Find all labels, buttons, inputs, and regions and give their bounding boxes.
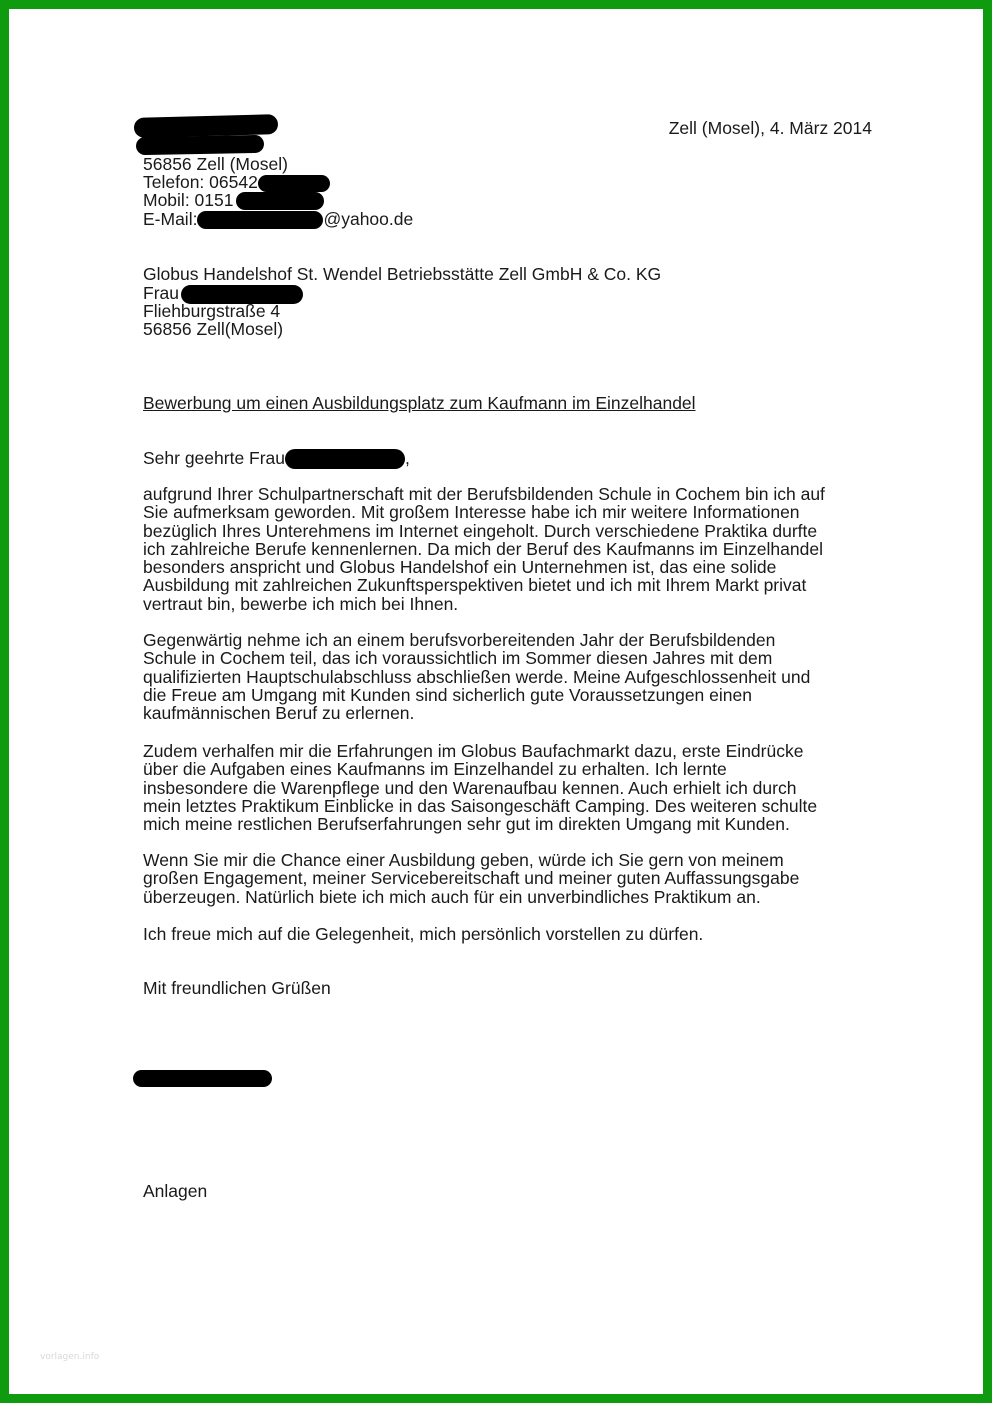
email-redaction: [197, 211, 323, 229]
body-paragraph: Wenn Sie mir die Chance einer Ausbildung geben, würde ich Sie gern von meinem großen Engagement, meiner Servicebereitschaft und meiner guten Auffassungsgabe überzeugen. Natürlich biete ich mich auch für ein unverbindliches Praktikum an.: [143, 850, 800, 907]
body-paragraph: Zudem verhalfen mir die Erfahrungen im Globus Baufachmarkt dazu, erste Eindrücke über die Aufgaben eines Kaufmanns im Einzelhandel zu erhalten. Ich lernte insbesondere die Warenpflege und den Warenaufbau kennen. Auch erhielt ich durch mein letztes Praktikum Einblicke in das Saisongeschäft Camping. Des weiteren schulte mich meine restlichen Berufserfahrungen sehr gut im direkten Umgang mit Kunden.: [143, 741, 818, 835]
greeting: [143, 449, 410, 469]
body-paragraph: Gegenwärtig nehme ich an einem berufsvorbereitenden Jahr der Berufsbildenden Schule in Cochem teil, das ich voraussichtlich im Sommer diesen Jahres mit dem qualifizierten Hauptschulabschluss abschließen werde. Meine Aufgeschlossenheit und die Freue am Umgang mit Kunden sind sicherlich gute Voraussetzungen einen kaufmännischen Beruf zu erlernen.: [143, 630, 811, 724]
sender-mobile: [143, 191, 324, 210]
date-line: Zell (Mosel), 4. März 2014: [668, 118, 872, 138]
greeting-prefix: Sehr geehrte Frau: [143, 448, 286, 468]
phone-redaction: [258, 175, 330, 192]
recipient-company: Globus Handelshof St. Wendel Betriebsstätte Zell GmbH & Co. KG: [143, 264, 662, 284]
sender-street-redaction: [136, 135, 264, 155]
sender-email: [143, 210, 413, 229]
body-paragraph: Ich freue mich auf die Gelegenheit, mich persönlich vorstellen zu dürfen.: [143, 924, 704, 944]
greeting-comma: ,: [405, 448, 410, 468]
greeting-name-redaction: [285, 449, 405, 469]
sender-email-label: E-Mail:: [143, 209, 198, 229]
mobile-redaction: [236, 192, 324, 210]
watermark: vorlagen.info: [40, 1352, 100, 1362]
recipient-city: 56856 Zell(Mosel): [143, 319, 284, 339]
sender-phone-label: Telefon: 06542: [143, 172, 258, 192]
recipient-salutation: Frau: [143, 283, 179, 303]
closing: Mit freundlichen Grüßen: [143, 978, 331, 998]
letter-subject: Bewerbung um einen Ausbildungsplatz zum Kaufmann im Einzelhandel: [143, 393, 696, 413]
sender-city: 56856 Zell (Mosel): [143, 154, 288, 174]
attachments-label: Anlagen: [143, 1181, 208, 1201]
sender-mobile-label: Mobil: 0151: [143, 190, 234, 210]
sender-email-domain: @yahoo.de: [323, 209, 414, 229]
signature-redaction: [133, 1070, 272, 1087]
recipient-street: Fliehburgstraße 4: [143, 301, 281, 321]
body-paragraph: aufgrund Ihrer Schulpartnerschaft mit der Berufsbildenden Schule in Cochem bin ich auf Sie aufmerksam geworden. Mit großem Interesse habe ich mir weitere Informationen bezüglich Ihres Unterehmens im Internet eingeholt. Durch verschiedene Praktika durfte ich zahlreiche Berufe kennenlernen. Da mich der Beruf des Kaufmanns im Einzelhandel besonders anspricht und Globus Handelshof ein Unternehmen ist, das eine solide Ausbildung mit zahlreichen Zukunftsperspektiven bietet und ich mit Ihrem Markt privat vertraut bin, bewerbe ich mich bei Ihnen.: [143, 484, 825, 614]
